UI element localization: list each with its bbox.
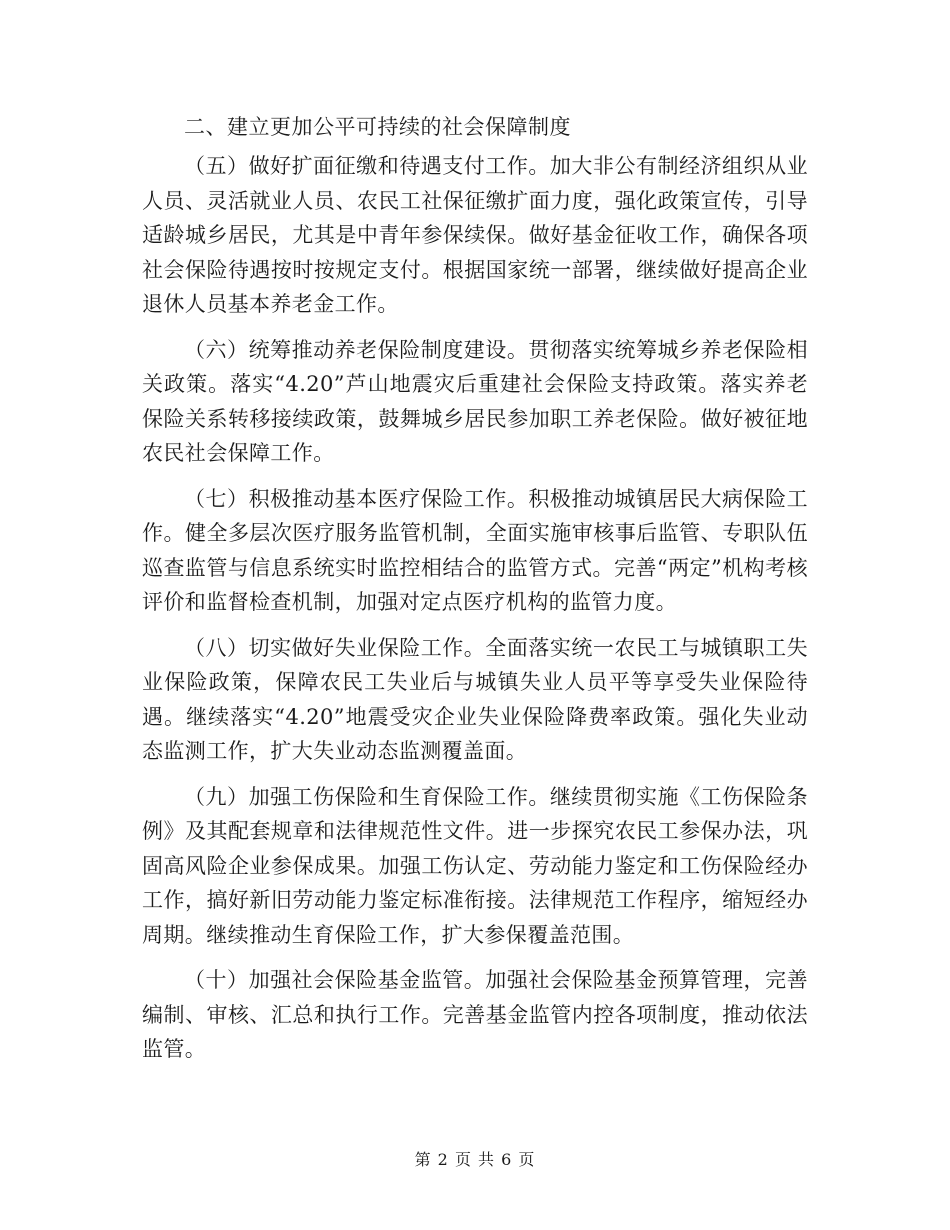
- section-heading: 二、建立更加公平可持续的社会保障制度: [184, 115, 571, 139]
- paragraph-7: （七）积极推动基本医疗保险工作。积极推动城镇居民大病保险工作。健全多层次医疗服务监管机制，全面实施审核事后监管、专职队伍巡查监管与信息系统实时监控相结合的监管方式。完善“两定”机构考核评价和监督检查机制，加强对定点医疗机构的监管力度。: [142, 486, 808, 614]
- page-number-footer: 第 2 页 共 6 页: [414, 1150, 536, 1169]
- document-body: [142, 112, 808, 1078]
- paragraph-8: （八）切实做好失业保险工作。全面落实统一农民工与城镇职工失业保险政策，保障农民工失业后与城镇失业人员平等享受失业保险待遇。继续落实“4.20”地震受灾企业失业保险降费率政策。强化失业动态监测工作，扩大失业动态监测覆盖面。: [142, 635, 808, 763]
- paragraph-6: （六）统筹推动养老保险制度建设。贯彻落实统筹城乡养老保险相关政策。落实“4.20”芦山地震灾后重建社会保险支持政策。落实养老保险关系转移接续政策，鼓舞城乡居民参加职工养老保险。做好被征地农民社会保障工作。: [142, 337, 808, 465]
- paragraph-9: （九）加强工伤保险和生育保险工作。继续贯彻实施《工伤保险条例》及其配套规章和法律规范性文件。进一步探究农民工参保办法，巩固高风险企业参保成果。加强工伤认定、劳动能力鉴定和工伤保险经办工作，搞好新旧劳动能力鉴定标准衔接。法律规范工作程序，缩短经办周期。继续推动生育保险工作，扩大参保覆盖范围。: [142, 784, 808, 947]
- paragraph-5: （五）做好扩面征缴和待遇支付工作。加大非公有制经济组织从业人员、灵活就业人员、农民工社保征缴扩面力度，强化政策宣传，引导适龄城乡居民，尤其是中青年参保续保。做好基金征收工作，确保各项社会保险待遇按时按规定支付。根据国家统一部署，继续做好提高企业退休人员基本养老金工作。: [142, 154, 808, 316]
- paragraph-10: （十）加强社会保险基金监管。加强社会保险基金预算管理，完善编制、审核、汇总和执行工作。完善基金监管内控各项制度，推动依法监管。: [142, 968, 808, 1061]
